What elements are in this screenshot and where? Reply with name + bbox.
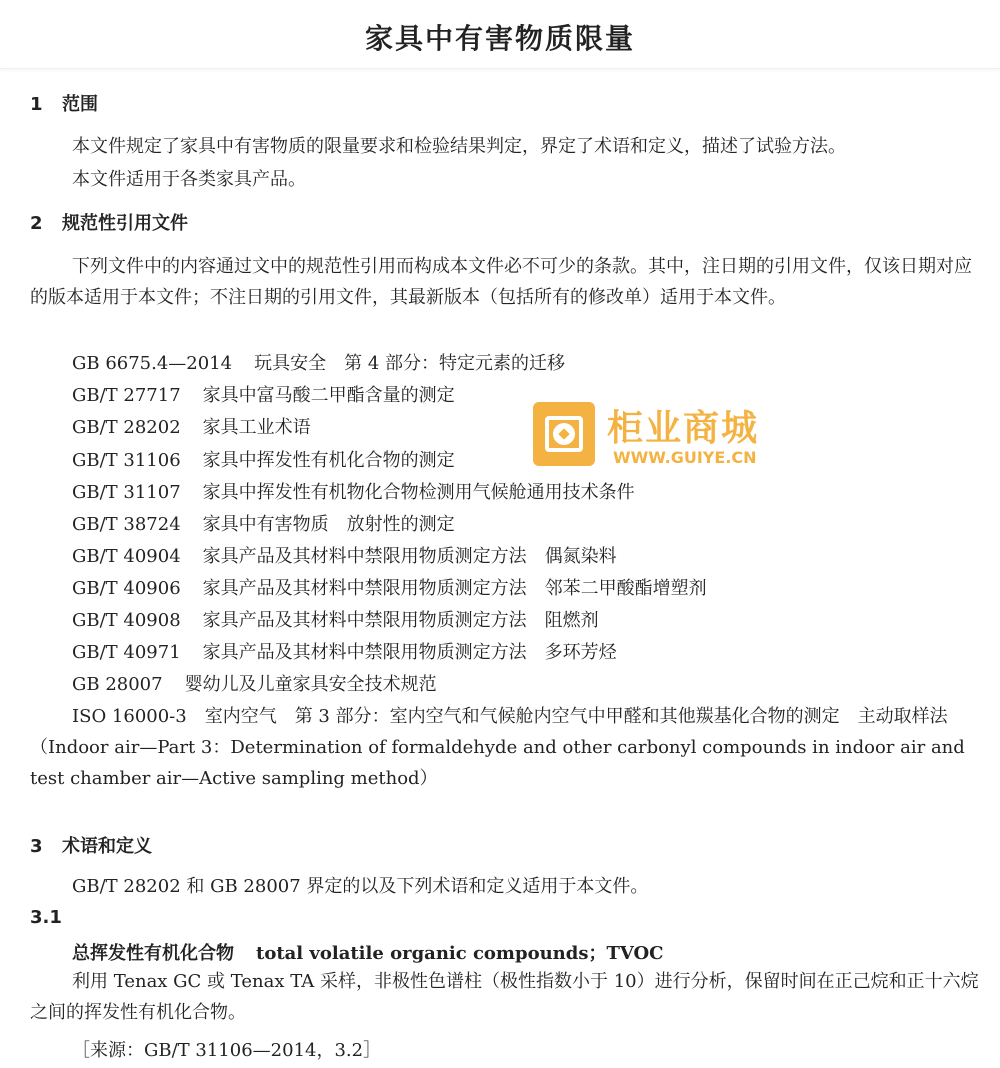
reference-item [72,542,617,568]
reference-name: 家具产品及其材料中禁限用物质测定方法 阻燃剂 [202,610,599,631]
section-number: 1 [30,94,43,115]
watermark [533,400,778,472]
coin-logo-icon [533,402,595,466]
term-number: 3.1 [30,907,62,928]
reference-code: GB 28007 [72,674,163,695]
term-definition: 利用 Tenax GC 或 Tenax TA 采样，非极性色谱柱（极性指数小于 10）进行分析，保留时间在正己烷和正十六烷之间的挥发性有机化合物。 [30,971,979,1023]
reference-name: 玩具安全 第 4 部分：特定元素的迁移 [254,353,566,374]
section-title: 术语和定义 [62,836,152,857]
terms-intro: GB/T 28202 和 GB 28007 界定的以及下列术语和定义适用于本文件。 [72,876,649,897]
section-3-heading [30,832,152,858]
page-header [0,0,1000,69]
term-source: ［来源：GB/T 31106—2014，3.2］ [72,1040,382,1061]
references-intro: 下列文件中的内容通过文中的规范性引用而构成本文件必不可少的条款。其中，注日期的引用文件，仅该日期对应的版本适用于本文件；不注日期的引用文件，其最新版本（包括所有的修改单）适用于本文件。 [30,256,972,308]
section-2-heading [30,209,188,235]
scope-paragraph-1: 本文件规定了家具中有害物质的限量要求和检验结果判定，界定了术语和定义，描述了试验方法。 [72,136,846,157]
reference-code: GB/T 40971 [72,642,181,663]
term-title [72,939,664,965]
reference-name: 婴幼儿及儿童家具安全技术规范 [184,674,437,695]
reference-code: GB/T 31106 [72,450,181,471]
page-title: 家具中有害物质限量 [364,22,635,55]
reference-name: 家具产品及其材料中禁限用物质测定方法 邻苯二甲酸酯增塑剂 [202,578,707,599]
reference-item [72,413,311,439]
reference-name: 家具中富马酸二甲酯含量的测定 [202,385,455,406]
section-title: 范围 [62,94,98,115]
reference-name: 家具工业术语 [202,417,311,438]
reference-name: 家具产品及其材料中禁限用物质测定方法 偶氮染料 [202,546,617,567]
scope-paragraph-2: 本文件适用于各类家具产品。 [72,169,306,190]
reference-item [72,510,455,536]
reference-name: 家具中有害物质 放射性的测定 [202,514,455,535]
reference-name: 家具产品及其材料中禁限用物质测定方法 多环芳烃 [202,642,617,663]
reference-item [72,478,635,504]
reference-code: GB/T 31107 [72,482,181,503]
reference-item [72,349,565,375]
reference-code: GB/T 38724 [72,514,181,535]
reference-code: GB/T 40904 [72,546,181,567]
reference-code: GB/T 27717 [72,385,181,406]
reference-code: GB/T 40906 [72,578,181,599]
reference-name: 家具中挥发性有机化合物的测定 [202,450,455,471]
watermark-brand-cn: 柜业商城 [607,408,760,449]
section-1-heading [30,90,98,116]
term-title-zh: 总挥发性有机化合物 [72,943,234,964]
section-number: 3 [30,836,43,857]
reference-item [72,574,707,600]
term-title-en: total volatile organic compounds；TVOC [256,943,664,964]
section-title: 规范性引用文件 [62,213,188,234]
reference-code: GB/T 28202 [72,417,181,438]
iso-reference: ISO 16000-3 室内空气 第 3 部分：室内空气和气候舱内空气中甲醛和其他羰基化合物的测定 主动取样法（Indoor air—Part 3：Determination of formaldehyde and other carbonyl compounds in indoor air and test chamber air—Active sampling method） [30,706,965,789]
reference-code: GB/T 40908 [72,610,181,631]
watermark-brand-url: WWW.GUIYE.CN [613,448,757,467]
section-number: 2 [30,213,43,234]
reference-item [72,638,617,664]
reference-name: 家具中挥发性有机物化合物检测用气候舱通用技术条件 [202,482,635,503]
reference-item [72,381,455,407]
reference-item [72,446,455,472]
reference-code: GB 6675.4—2014 [72,353,233,374]
reference-item [72,670,437,696]
reference-item [72,606,599,632]
